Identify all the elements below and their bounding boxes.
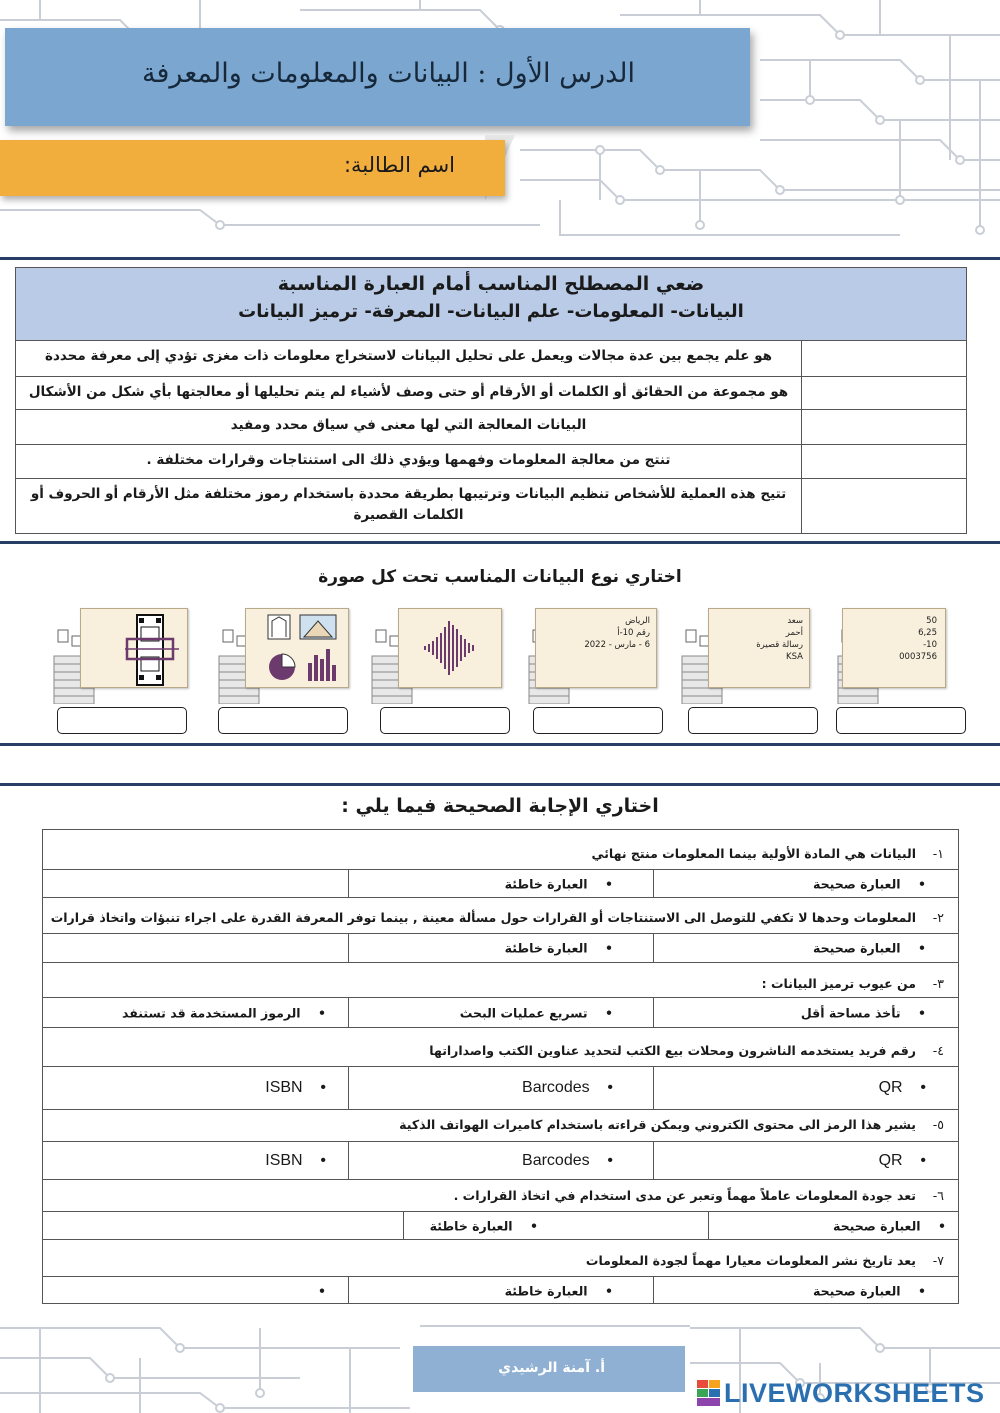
- question-number: ٤-: [932, 1043, 944, 1058]
- card-text: رقم 10-أ: [617, 628, 650, 638]
- option-label: العبارة صحيحة: [813, 940, 901, 956]
- image-card-audio: [370, 608, 504, 704]
- option-label: ISBN: [265, 1151, 303, 1169]
- card-number: 6,25: [918, 628, 937, 638]
- options-row: [43, 1141, 958, 1179]
- card-text: الرياض: [625, 616, 650, 626]
- image-card-date: [527, 608, 661, 704]
- numbers-paper: [842, 608, 946, 688]
- card-number: 50: [926, 616, 937, 626]
- option-false[interactable]: • العبارة خاطئة: [403, 1212, 708, 1239]
- question-7: [43, 1253, 958, 1268]
- option-false[interactable]: • العبارة خاطئة: [348, 1277, 653, 1304]
- option-barcodes[interactable]: • Barcodes: [348, 1142, 653, 1179]
- question-text: المعلومات وحدها لا تكفي للتوصل الى الاستنتاجات أو القرارات حول مسألة معينة , بينما توفر المعرفة القدرة على اجراء تنبؤات واتخاذ قرارات: [50, 910, 916, 925]
- options-row: [43, 1276, 958, 1304]
- answer-cell[interactable]: [801, 377, 966, 409]
- card-text: 6 - مارس - 2022: [584, 640, 650, 650]
- matching-terms: البيانات- المعلومات- علم البيانات- المعرفة- ترميز البيانات: [238, 301, 744, 322]
- image-card-picture: [217, 608, 351, 704]
- student-name-label: اسم الطالبة:: [343, 153, 455, 177]
- option-b[interactable]: • تسريع عمليات البحث: [348, 998, 653, 1027]
- audio-paper: [398, 608, 502, 688]
- option-empty[interactable]: [43, 934, 348, 962]
- table-row: [16, 377, 966, 410]
- question-1: [43, 846, 958, 861]
- row-separator: [43, 1239, 958, 1240]
- student-name-banner: [0, 140, 505, 196]
- lesson-title-banner: [5, 28, 750, 126]
- option-label: QR: [878, 1151, 903, 1169]
- divider: [0, 783, 1000, 786]
- option-qr[interactable]: • QR: [653, 1067, 958, 1109]
- option-empty[interactable]: [43, 1212, 403, 1239]
- statement-text: تتيح هذه العملية للأشخاص تنظيم البيانات وترتيبها بطريقة محددة باستخدام رموز مختلفة مثل الأرقام أو الحروف أو الكلمات القصيرة: [30, 486, 787, 523]
- lesson-title: الدرس الأول : البيانات والمعلومات والمعرفة: [142, 58, 635, 89]
- card-text: سعد: [787, 616, 803, 626]
- answer-cell[interactable]: [801, 410, 966, 444]
- answer-box[interactable]: [836, 707, 966, 734]
- option-label: العبارة خاطئة: [504, 940, 588, 956]
- question-number: ٧-: [932, 1253, 944, 1268]
- option-label: العبارة صحيحة: [813, 1283, 901, 1298]
- option-label: تأخذ مساحة أقل: [800, 1005, 901, 1020]
- table-row: [16, 410, 966, 445]
- question-text: رقم فريد يستخدمه الناشرون ومحلات بيع الكتب لتحديد عناوين الكتب واصداراتها: [429, 1043, 916, 1058]
- sound-wave-icon: [399, 609, 499, 685]
- liveworksheets-brand[interactable]: LIVEWORKSHEETS: [724, 1378, 985, 1408]
- picture-paper: [245, 608, 349, 688]
- statement-text: البيانات المعالجة التي لها معنى في سياق محدد ومفيد: [230, 417, 587, 433]
- divider: [0, 541, 1000, 544]
- data-type-instruction: اختاري نوع البيانات المناسب تحت كل صورة: [318, 567, 682, 587]
- divider: [0, 743, 1000, 746]
- question-number: ٢-: [932, 910, 944, 925]
- option-a[interactable]: • تأخذ مساحة أقل: [653, 998, 958, 1027]
- option-label: العبارة صحيحة: [833, 1218, 921, 1233]
- row-separator: [43, 962, 958, 963]
- question-text: تعد جودة المعلومات عاملاً مهماً وتعبر عن مدى استخدام في اتخاذ القرارات .: [453, 1188, 916, 1203]
- question-text: يعد تاريخ نشر المعلومات معيارا مهماً لجودة المعلومات: [585, 1253, 916, 1268]
- card-number: -10: [923, 640, 937, 650]
- matching-table: [15, 267, 967, 534]
- answer-box[interactable]: [380, 707, 510, 734]
- row-separator: [43, 1027, 958, 1028]
- teacher-name: أ. آمنة الرشيدي: [498, 1360, 605, 1376]
- row-separator: [43, 1179, 958, 1180]
- question-2: [43, 910, 958, 925]
- question-number: ٥-: [932, 1117, 944, 1132]
- card-text: KSA: [786, 652, 803, 662]
- answer-box[interactable]: [57, 707, 187, 734]
- option-label: الرموز المستخدمة قد تستنفد: [122, 1005, 301, 1020]
- image-card-video: [52, 608, 186, 704]
- matching-table-header: [16, 268, 966, 341]
- table-row: [16, 341, 966, 377]
- question-5: [43, 1117, 958, 1132]
- card-number: 0003756: [899, 652, 937, 662]
- card-text: أحمر: [785, 628, 803, 638]
- option-true[interactable]: • العبارة صحيحة: [708, 1212, 958, 1239]
- option-label: Barcodes: [522, 1151, 590, 1169]
- option-empty[interactable]: [43, 870, 348, 897]
- answer-cell[interactable]: [801, 479, 966, 533]
- option-false[interactable]: • العبارة خاطئة: [348, 934, 653, 962]
- option-isbn[interactable]: • ISBN: [265, 1151, 326, 1169]
- option-label: العبارة خاطئة: [504, 1283, 588, 1298]
- film-strip-icon: [81, 609, 187, 687]
- mcq-table: [42, 829, 959, 1304]
- option-false[interactable]: • العبارة خاطئة: [348, 870, 653, 897]
- matching-instruction: ضعي المصطلح المناسب أمام العبارة المناسبة: [277, 273, 705, 295]
- option-barcodes[interactable]: • Barcodes: [348, 1067, 653, 1109]
- image-card-numbers: [836, 608, 970, 704]
- options-row: [43, 1211, 958, 1239]
- video-paper: [80, 608, 188, 688]
- answer-cell[interactable]: [801, 341, 966, 376]
- option-label: Barcodes: [522, 1079, 590, 1096]
- options-row: [43, 933, 958, 962]
- option-true[interactable]: • العبارة صحيحة: [653, 1277, 958, 1304]
- options-row: [43, 1066, 958, 1109]
- option-label: ISBN: [265, 1079, 303, 1096]
- question-text: من عيوب ترميز البيانات :: [761, 976, 916, 991]
- question-text: يشير هذا الرمز الى محتوى الكتروني ويمكن قراءته باستخدام كاميرات الهواتف الذكية: [399, 1117, 916, 1132]
- option-label: العبارة خاطئة: [504, 876, 588, 891]
- row-separator: [43, 1109, 958, 1110]
- liveworksheets-logo-icon: [697, 1380, 721, 1407]
- image-card-text: [680, 608, 814, 704]
- table-row: [16, 479, 966, 533]
- option-true[interactable]: • العبارة صحيحة: [653, 870, 958, 897]
- card-text: رسالة قصيرة: [756, 640, 803, 650]
- option-label: تسريع عمليات البحث: [459, 1005, 588, 1020]
- options-row: [43, 997, 958, 1027]
- option-label: QR: [878, 1079, 903, 1096]
- answer-cell[interactable]: [801, 445, 966, 478]
- question-4: [43, 1043, 958, 1058]
- question-text: البيانات هي المادة الأولية بينما المعلومات منتج نهائي: [591, 846, 916, 861]
- table-row: [16, 445, 966, 479]
- question-6: [43, 1188, 958, 1203]
- answer-box[interactable]: [218, 707, 348, 734]
- answer-box[interactable]: [688, 707, 818, 734]
- teacher-name-banner: [413, 1346, 685, 1392]
- option-qr[interactable]: • QR: [653, 1142, 958, 1179]
- date-paper: [535, 608, 657, 688]
- options-row: [43, 869, 958, 897]
- divider: [0, 257, 1000, 260]
- option-c[interactable]: • الرموز المستخدمة قد تستنفد: [122, 1005, 326, 1020]
- question-number: ٣-: [932, 976, 944, 991]
- mcq-instruction: اختاري الإجابة الصحيحة فيما يلي :: [341, 795, 659, 817]
- option-isbn[interactable]: • ISBN: [265, 1079, 326, 1096]
- question-3: [43, 976, 958, 991]
- question-number: ٦-: [932, 1188, 944, 1203]
- answer-box[interactable]: [533, 707, 663, 734]
- option-empty[interactable]: •: [318, 1283, 326, 1298]
- statement-text: تنتج من معالجة المعلومات وفهمها ويؤدي ذلك الى استنتاجات وقرارات مختلفة .: [146, 452, 671, 468]
- question-number: ١-: [932, 846, 944, 861]
- image-chart-icon: [246, 609, 348, 687]
- option-label: العبارة خاطئة: [429, 1218, 513, 1233]
- row-separator: [43, 897, 958, 898]
- option-label: العبارة صحيحة: [813, 876, 901, 891]
- option-true[interactable]: • العبارة صحيحة: [653, 934, 958, 962]
- text-paper: [708, 608, 810, 688]
- statement-text: هو مجموعة من الحقائق أو الكلمات أو الأرقام أو حتى وصف لأشياء لم يتم تحليلها أو معالجتها بأي شكل من الأشكال: [28, 384, 789, 400]
- statement-text: هو علم يجمع بين عدة مجالات ويعمل على تحليل البيانات لاستخراج معلومات ذات مغزى تؤدي إلى معرفة محددة: [44, 348, 773, 364]
